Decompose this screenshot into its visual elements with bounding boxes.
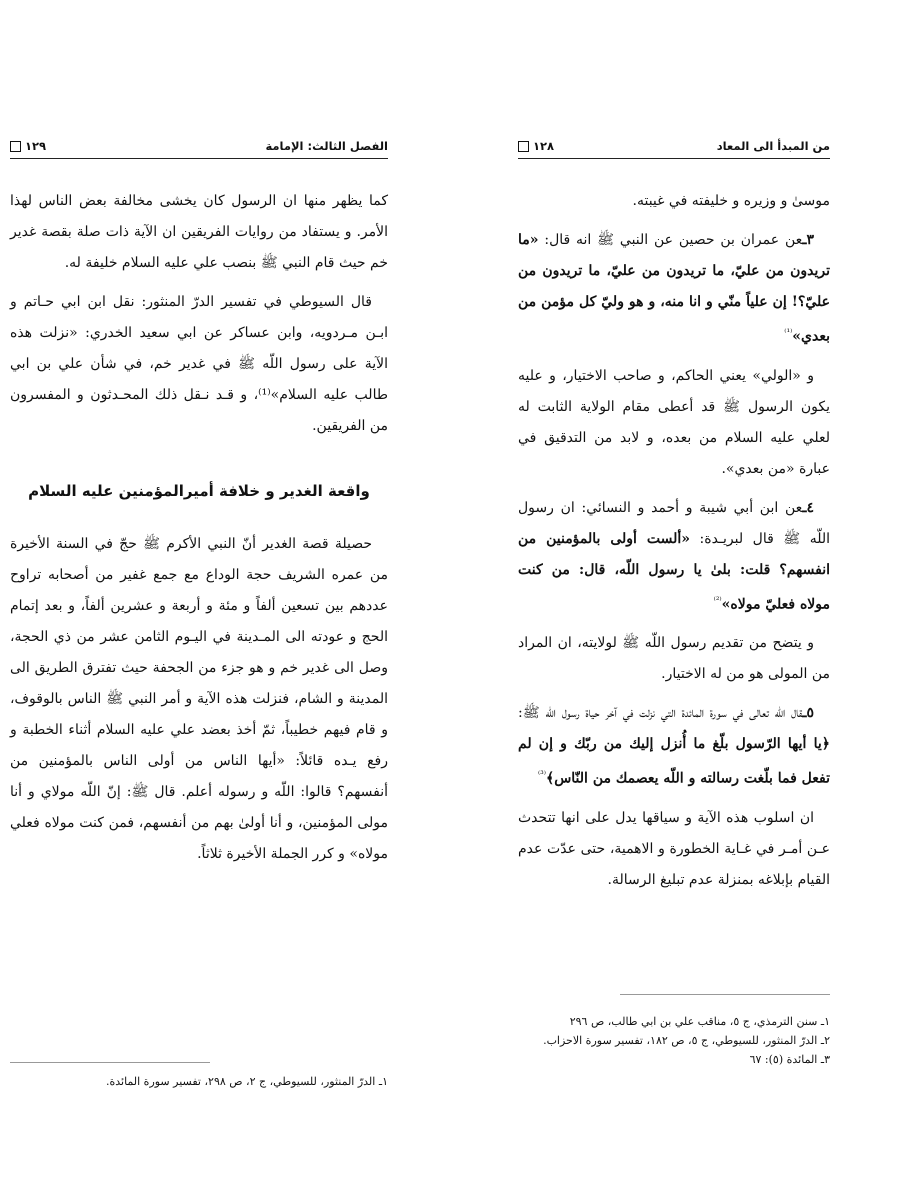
page-body — [10, 186, 388, 878]
paragraph: حصيلة قصة الغدير أنّ النبي الأكرم ﷺ حجّ في السنة الأخيرة من عمره الشريف حجة الوداع مع جمع غفير من أصحابه تراوح عددهم بين تسعين ألفاً و مئة و أربعة و عشرين ألفاً، و بعد إتمام الحج و عودته الى المـدينة في اليـوم الثامن عشر من ذي الحجة، وصل الى غدير خم و هو جزء من الجحفة حيث تفترق الطريق الى المدينة و الشام، فنزلت هذه الآية و أمر النبي ﷺ الناس بالوقوف، و قام فيهم خطيباً، ثمّ أخذ بعضد علي عليه السلام أثناء الخطبة و رفع يـده قائلاً: «أيها الناس من أولى الناس بالمؤمنين من أنفسهم؟ قالوا: اللّه و رسوله أعلم. قال ﷺ: إنّ اللّه مولاي و أنا مولى المؤمنين، و أنا أولىٰ بهم من أنفسهم، فمن كنت مولاه فعلي مولاه» و كرر الجملة الأخيرة ثلاثاً. — [10, 536, 388, 862]
paragraph: و يتضح من تقديم رسول اللّه ﷺ لولايته، ان المراد من المولى هو من له الاختيار. — [518, 635, 830, 683]
item-intro: قال اللّه تعالى في سورة المائدة التي نزلت في آخر حياة رسول اللّه ﷺ: — [518, 705, 803, 722]
footnote: ٢ـ الدرّ المنثور، للسيوطي، ج ٥، ص ١٨٢، تفسير سورة الاحزاب. — [543, 1034, 830, 1047]
item-quote: «ما تريدون من عليّ، ما تريدون من عليّ، ما تريدون من عليّ؟! إن علياً منّي و انا منه، و هو وليّ كل مؤمن من بعدي» — [518, 232, 830, 345]
paragraph: و «الولي» يعني الحاكم، و صاحب الاختيار، و عليه يكون الرسول ﷺ قد أعطى مقام الولاية الثابت له لعلي عليه السلام من بعده، و لابد من التدقيق في عبارة «من بعدي». — [518, 367, 830, 477]
footnote: ١ـ الدرّ المنثور، للسيوطي، ج ٢، ص ٢٩٨، تفسير سورة المائدة. — [105, 1075, 388, 1088]
page-number: ١٢٩ — [25, 139, 47, 153]
page-number-group — [518, 139, 554, 153]
page-header — [10, 136, 388, 156]
header-title: الفصل الثالث: الإمامة — [265, 139, 388, 153]
footnote: ١ـ سنن الترمذي، ج ٥، مناقب علي بن ابي طالب، ص ٢٩٦ — [569, 1015, 830, 1028]
page-number-group — [10, 139, 46, 153]
paragraph: كما يظهر منها ان الرسول كان يخشى مخالفة بعض الناس لهذا الأمر. و يستفاد من روايات الفريقين ان الآية ذات صلة بقصة غدير خم حيث قام النبي ﷺ بنصب علي عليه السلام خليفة له. — [10, 193, 388, 271]
paragraph: موسىٰ و وزيره و خليفته في غيبته. — [632, 193, 830, 209]
page-box-icon — [518, 141, 529, 152]
paragraph — [518, 225, 830, 353]
item-intro: عن ابن أبي شيبة و أحمد و النسائي: ان رسول اللّه ﷺ قال لبريـدة: — [518, 499, 830, 547]
footnotes — [10, 1072, 388, 1091]
footnote-rule — [10, 1062, 210, 1063]
page-number: ١٢٨ — [533, 139, 555, 153]
paragraph — [518, 698, 830, 795]
item-number: ٤ـ — [802, 499, 814, 516]
item-quote: ﴿يا أيها الرّسول بلّغ ما أُنزل إليك من ربّك و إن لم تفعل فما بلّغت رسالته و اللّه يعصمك من النّاس﴾ — [518, 736, 830, 787]
item-number: ٥ـ — [802, 705, 814, 722]
page-header — [518, 136, 830, 156]
item-intro: عن عمران بن حصين عن النبي ﷺ انه قال: — [538, 232, 803, 248]
footnote: ٣ـ المائدة (٥): ٦٧ — [749, 1053, 830, 1066]
header-title: من المبدأ الى المعاد — [716, 139, 830, 153]
paragraph: ان اسلوب هذه الآية و سياقها يدل على انها تتحدث عـن أمـر في غـاية الخطورة و الاهمية، حتى عدّت عدم القيام بإبلاغه بمنزلة عدم تبليغ الرسالة. — [518, 809, 830, 888]
item-quote: «ألست أولى بالمؤمنين من انفسهم؟ قلت: بلىٰ يا رسول اللّه، قال: من كنت مولاه فعليّ مولاه» — [518, 530, 830, 613]
footnotes — [518, 1012, 830, 1069]
section-title: واقعة الغدير و خلافة أميرالمؤمنين عليه السلام — [28, 482, 370, 500]
footnote-ref: ⁽³⁾ — [537, 770, 546, 781]
page-box-icon — [10, 141, 21, 152]
paragraph: قال السيوطي في تفسير الدرّ المنثور: نقل ابن ابي حـاتم و ابـن مـردويه، وابن عساكر عن ابي سعيد الخدري: «نزلت هذه الآية على رسول اللّه ﷺ في غدير خم، في شأن علي بن ابي طالب عليه السلام»⁽¹⁾، و قـد نـقل ذلك المحـدثون و المفسرون من الفريقين. — [10, 294, 388, 434]
page-body — [518, 186, 830, 904]
item-number: ٣ـ — [802, 232, 814, 248]
footnote-rule — [620, 994, 830, 995]
header-rule — [518, 158, 830, 159]
footnote-ref: ⁽¹⁾ — [784, 328, 793, 338]
header-rule — [10, 158, 388, 159]
footnote-ref: ⁽²⁾ — [713, 595, 722, 606]
paragraph — [518, 493, 830, 621]
